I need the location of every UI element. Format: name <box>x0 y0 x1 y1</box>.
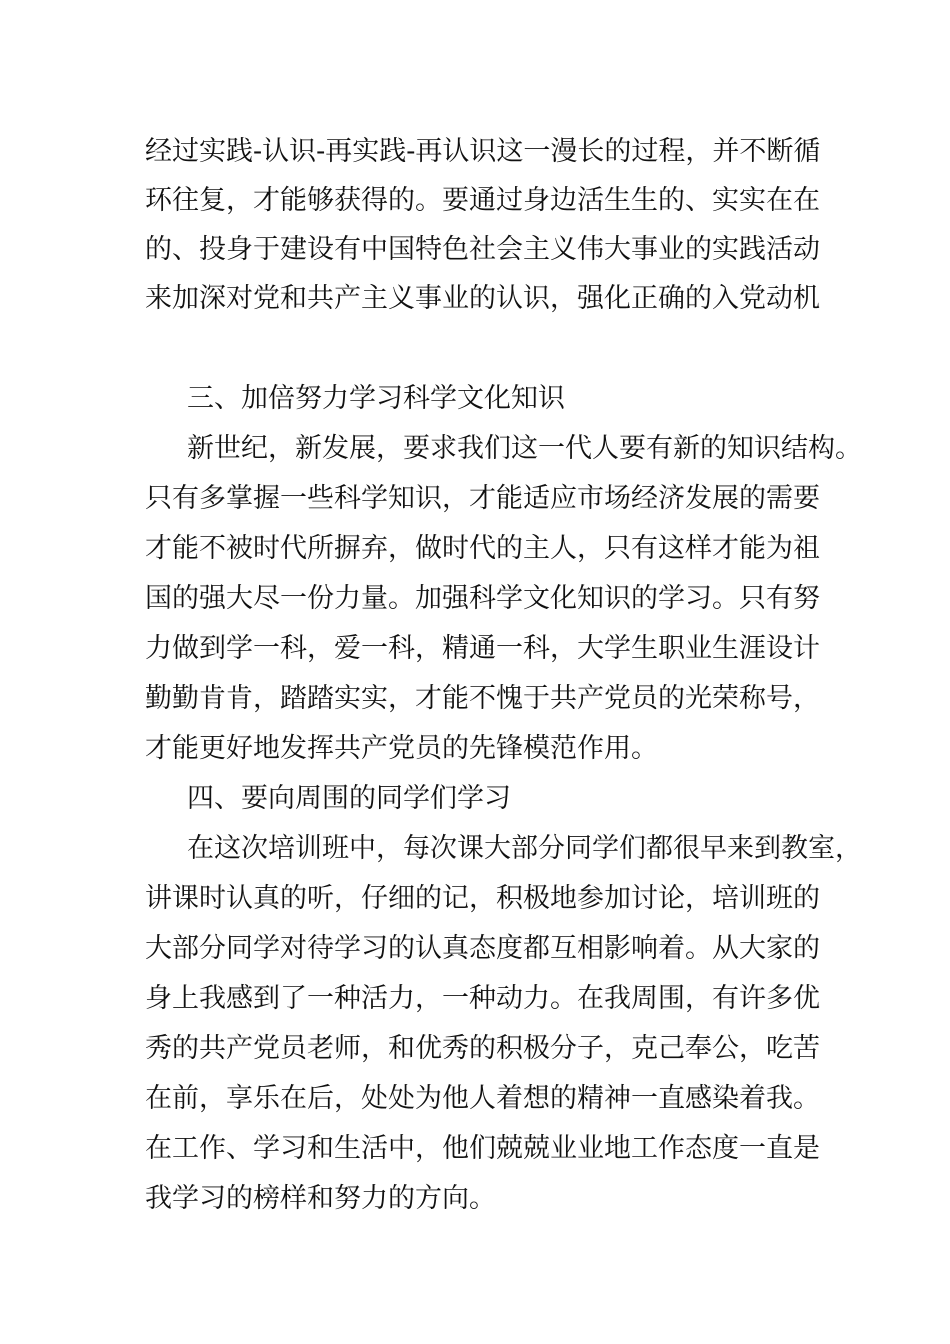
section3-line-4: 国的强大尽一份力量。加强科学文化知识的学习。只有努 <box>145 583 820 614</box>
intro-line-2: 环往复，才能够获得的。要通过身边活生生的、实实在在 <box>145 185 820 216</box>
section4-line-2: 讲课时认真的听，仔细的记，积极地参加讨论，培训班的 <box>145 883 820 914</box>
section3-line-5: 力做到学一科，爱一科，精通一科，大学生职业生涯设计 <box>145 633 820 664</box>
intro-line-4: 来加深对党和共产主义事业的认识，强化正确的入党动机 <box>145 283 820 314</box>
section4-line-8: 我学习的榜样和努力的方向。 <box>145 1183 496 1214</box>
section4-line-6: 在前，享乐在后，处处为他人着想的精神一直感染着我。 <box>145 1083 820 1114</box>
section3-heading: 三、加倍努力学习科学文化知识 <box>187 383 565 414</box>
section4-line-5: 秀的共产党员老师，和优秀的积极分子，克己奉公，吃苦 <box>145 1033 820 1064</box>
intro-line-3: 的、投身于建设有中国特色社会主义伟大事业的实践活动 <box>145 234 820 265</box>
section4-line-3: 大部分同学对待学习的认真态度都互相影响着。从大家的 <box>145 933 820 964</box>
section4-line-1: 在这次培训班中，每次课大部分同学们都很早来到教室， <box>187 833 862 864</box>
section3-line-2: 只有多掌握一些科学知识，才能适应市场经济发展的需要 <box>145 483 820 514</box>
section4-heading: 四、要向周围的同学们学习 <box>187 783 511 814</box>
intro-line-1: 经过实践-认识-再实践-再认识这一漫长的过程，并不断循 <box>145 136 821 167</box>
section3-line-7: 才能更好地发挥共产党员的先锋模范作用。 <box>145 733 658 764</box>
section3-line-1: 新世纪，新发展，要求我们这一代人要有新的知识结构。 <box>187 433 862 464</box>
section4-line-4: 身上我感到了一种活力，一种动力。在我周围，有许多优 <box>145 983 820 1014</box>
section3-line-6: 勤勤肯肯，踏踏实实，才能不愧于共产党员的光荣称号， <box>145 683 820 714</box>
section3-line-3: 才能不被时代所摒弃，做时代的主人，只有这样才能为祖 <box>145 533 820 564</box>
section4-line-7: 在工作、学习和生活中，他们兢兢业业地工作态度一直是 <box>145 1133 820 1164</box>
